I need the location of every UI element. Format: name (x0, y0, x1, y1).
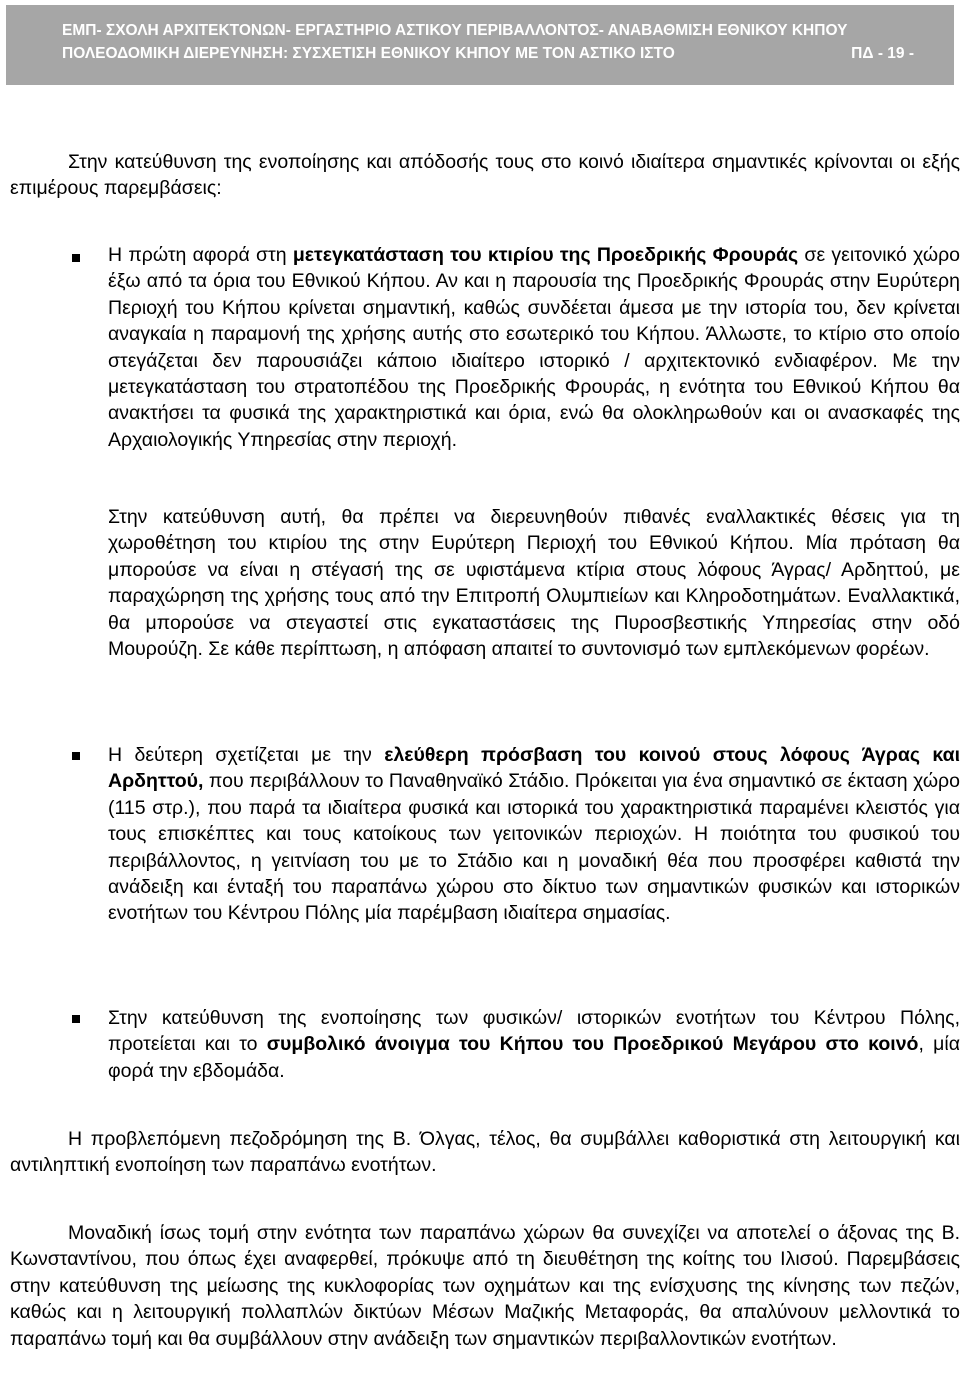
intro-paragraph (10, 149, 960, 202)
bullet-3-emphasis: συμβολικό άνοιγμα του Κήπου του Προεδρικού Μεγάρου στο κοινό (266, 1033, 919, 1056)
bullet-square-icon (72, 254, 80, 262)
header-title-line-1: ΕΜΠ- ΣΧΟΛΗ ΑΡΧΙΤΕΚΤΟΝΩΝ- ΕΡΓΑΣΤΗΡΙΟ ΑΣΤΙΚΟΥ ΠΕΡΙΒΑΛΛΟΝΤΟΣ- ΑΝΑΒΑΘΜΙΣΗ ΕΘΝΙΚΟΥ ΚΗΠΟΥ (62, 22, 848, 39)
bullet-1-intro: Η πρώτη αφορά στη (108, 244, 293, 266)
bullet-1-paragraph (108, 242, 960, 453)
bullet-square-icon (72, 752, 80, 760)
konstantinou-text: Μοναδική ίσως τομή στην ενότητα των παραπάνω χώρων θα συνεχίζει να αποτελεί ο άξονας της Β. Κωνσταντίνου, που όπως έχει αναφερθεί, πρόκυψε από τη διευθέτηση της κοίτης του Ιλισού. Παρεμβάσεις στην κατεύθυνση της μείωσης της κυκλοφορίας των οχημάτων και της ενίσχυσης της κίνησης των πεζών, καθώς και η λειτουργική πολλαπλών δικτύων Μέσων Μαζικής Μεταφοράς, θα απαλύνουν μελλοντικά το παραπάνω τομή και θα συμβάλλουν στην ανάδειξη των σημαντικών περιβαλλοντικών ενοτήτων. (10, 1222, 960, 1350)
olgas-paragraph (10, 1126, 960, 1179)
bullet-1-body: σε γειτονικό χώρο έξω από τα όρια του Εθνικού Κήπου. Αν και η παρουσία της Προεδρικής Φρουράς στην Ευρύτερη Περιοχή του Κήπου κρίνεται σημαντική, καθώς συνδέεται άμεσα με την ιστορία του, δεν κρίνεται αναγκαία η παραμονή της χρήσης αυτής στο εσωτερικό του Κήπου. Άλλωστε, το κτίριο στο οποίο στεγάζεται δεν παρουσιάζει κάποιο ιδιαίτερο ιστορικό / αρχιτεκτονικό ενδιαφέρον. Με την μετεγκατάσταση του στρατοπέδου της Προεδρικής Φρουράς, η ενότητα του Εθνικού Κήπου θα ανακτήσει τα φυσικά της χαρακτηριστικά και όρια, ενώ θα ολοκληρωθούν και οι ανασκαφές της Αρχαιολογικής Υπηρεσίας στην περιοχή. (108, 244, 960, 451)
bullet-1-continuation: Στην κατεύθυνση αυτή, θα πρέπει να διερευνηθούν πιθανές εναλλακτικές θέσεις για τη χωροθέτηση του κτιρίου της στην Ευρύτερη Περιοχή του Εθνικού Κήπου. Μία πρόταση θα μπορούσε να είναι η στέγασή της σε υφιστάμενα κτίρια στους λόφους Άγρας/ Αρδηττού, με παραχώρηση της χρήσης τους από την Επιτροπή Ολυμπιείων και Κληροδοτημάτων. Εναλλακτικά, θα μπορούσε να στεγαστεί στις εγκαταστάσεις της Πυροσβεστικής Υπηρεσίας στην οδό Μουρούζη. Σε κάθε περίπτωση, η απόφαση απαιτεί το συντονισμό των εμπλεκόμενων φορέων. (108, 506, 960, 661)
bullet-2-body: που περιβάλλουν το Παναθηναϊκό Στάδιο. Πρόκειται για ένα σημαντικό σε έκταση χώρο (115 στρ.), που παρά τα ιδιαίτερα φυσικά και ιστορικά του χαρακτηριστικά παραμένει κλειστός για τους επισκέπτες και τους κατοίκους των γειτονικών περιοχών. Η ποιότητα του φυσικού του περιβάλλοντος, η γειτνίαση του με το Στάδιο και η μοναδική θέα που προσφέρει καθιστά την ανάδειξη και ένταξή του παραπάνω χώρου στο δίκτυο των σημαντικών φυσικών και ιστορικών ενοτήτων του Κέντρου Πόλης μία παρέμβαση ιδιαίτερα σημασίας. (108, 770, 960, 925)
bullet-3-paragraph (108, 1005, 960, 1084)
bullet-3-body: , μία φορά την εβδομάδα. (108, 1033, 960, 1082)
bullet-3-intro: Στην κατεύθυνση της ενοποίησης των φυσικών/ ιστορικών ενοτήτων του Κέντρου Πόλης, προτείεται και το (108, 1007, 960, 1056)
header-title-line-2: ΠΟΛΕΟΔΟΜΙΚΗ ΔΙΕΡΕΥΝΗΣΗ: ΣΥΣΧΕΤΙΣΗ ΕΘΝΙΚΟΥ ΚΗΠΟΥ ΜΕ ΤΟΝ ΑΣΤΙΚΟ ΙΣΤΟ (62, 45, 675, 62)
konstantinou-paragraph (10, 1220, 960, 1352)
page-number: ΠΔ - 19 - (851, 45, 914, 62)
bullet-2-emphasis: ελεύθερη πρόσβαση του κοινού στους λόφους Άγρας και Αρδηττού, (108, 744, 960, 793)
bullet-2-intro: Η δεύτερη σχετίζεται με την (108, 744, 385, 766)
bullet-2-paragraph (108, 742, 960, 927)
bullet-1-emphasis: μετεγκατάσταση του κτιρίου της Προεδρικής Φρουράς (292, 244, 799, 266)
intro-text: Στην κατεύθυνση της ενοποίησης και απόδοσής τους στο κοινό ιδιαίτερα σημαντικές κρίνονται οι εξής επιμέρους παρεμβάσεις: (10, 151, 960, 200)
bullet-square-icon (72, 1015, 80, 1023)
olgas-text: Η προβλεπόμενη πεζοδρόμηση της Β. Όλγας, τέλος, θα συμβάλλει καθοριστικά στη λειτουργική και αντιληπτική ενοποίηση των παραπάνω ενοτήτων. (10, 1128, 960, 1177)
